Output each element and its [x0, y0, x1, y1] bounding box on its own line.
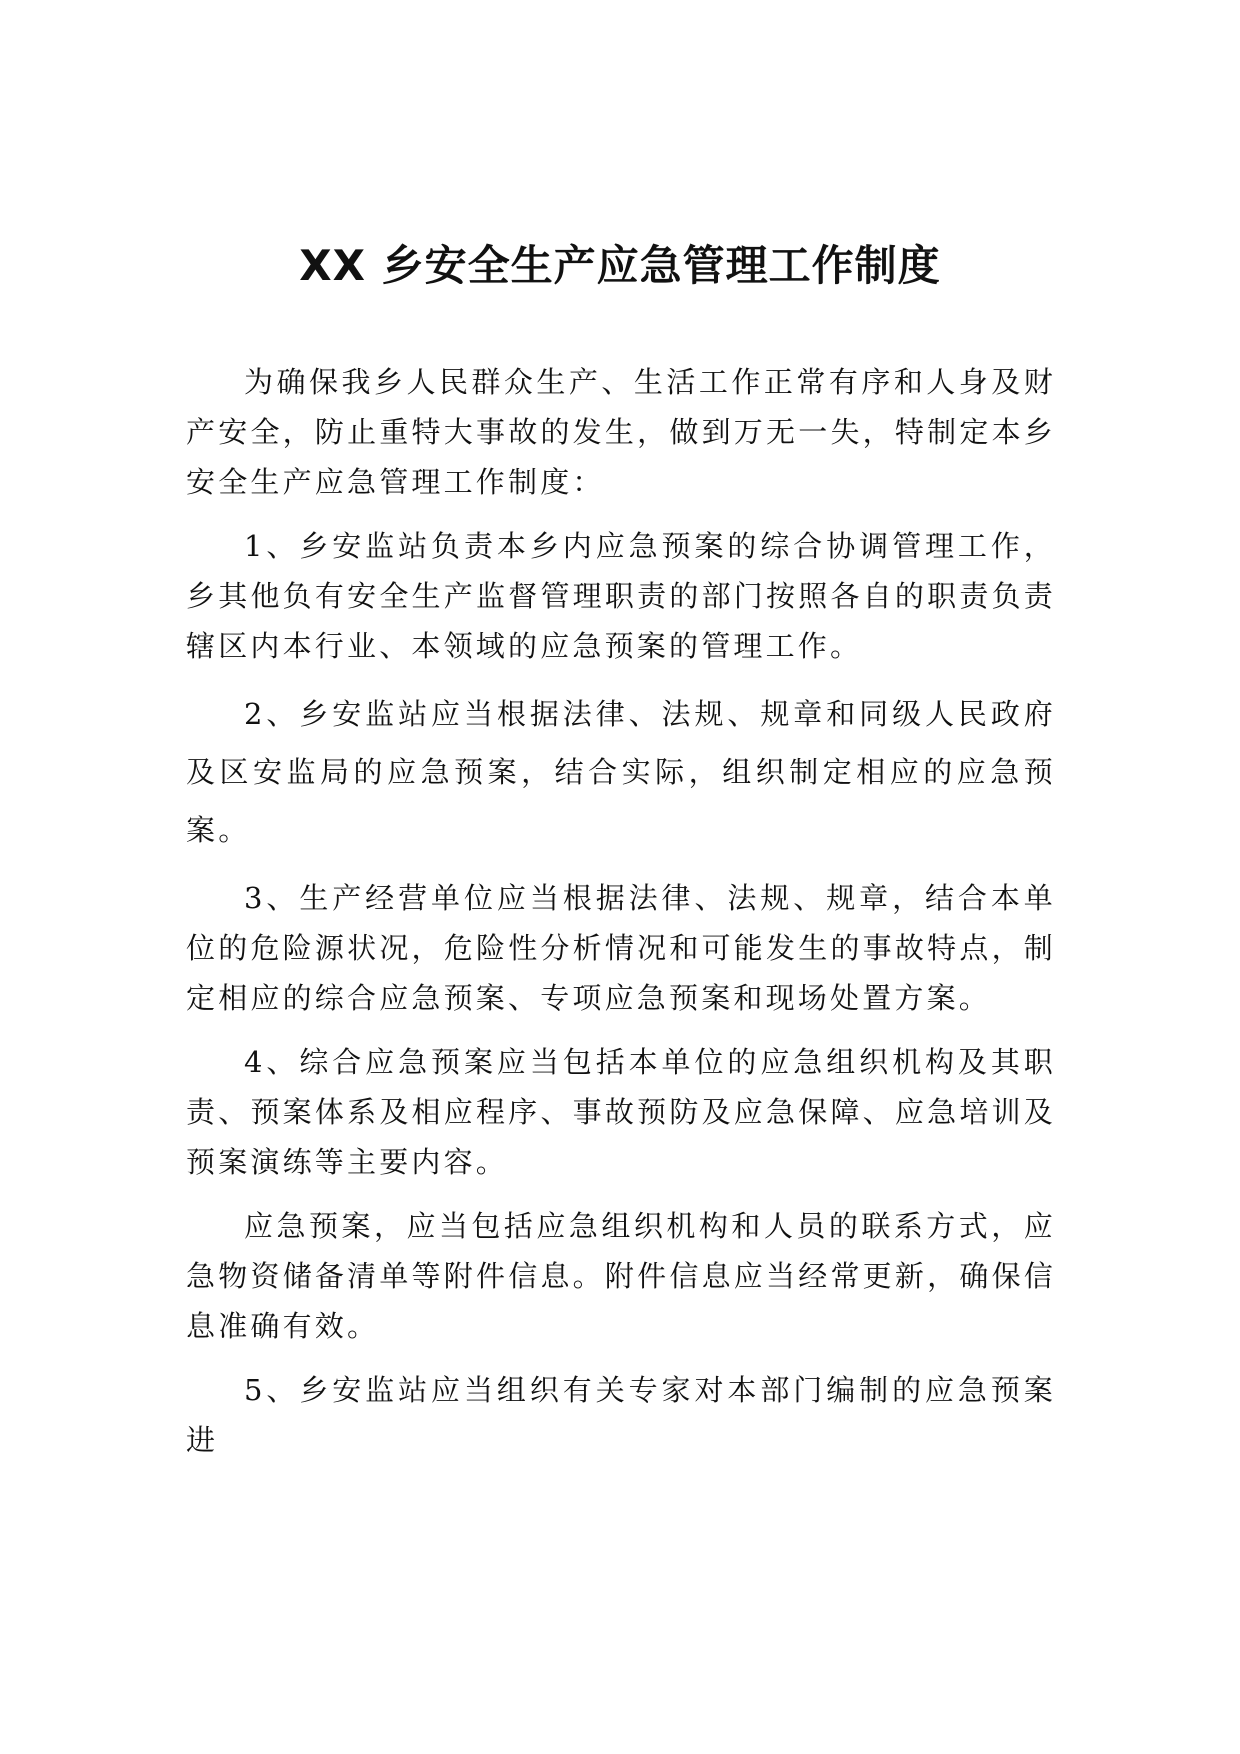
paragraph-item-1: 1、乡安监站负责本乡内应急预案的综合协调管理工作，乡其他负有安全生产监督管理职责的部门按照各自的职责负责辖区内本行业、本领域的应急预案的管理工作。 [186, 529, 1056, 663]
document-body [186, 357, 1056, 1479]
document-title: XX 乡安全生产应急管理工作制度 [299, 241, 941, 290]
paragraph-item-5: 5、乡安监站应当组织有关专家对本部门编制的应急预案进 [186, 1373, 1056, 1457]
paragraph-item-2: 2、乡安监站应当根据法律、法规、规章和同级人民政府及区安监局的应急预案，结合实际，组织制定相应的应急预案。 [186, 697, 1056, 847]
paragraph-item-3: 3、生产经营单位应当根据法律、法规、规章，结合本单位的危险源状况，危险性分析情况和可能发生的事故特点，制定相应的综合应急预案、专项应急预案和现场处置方案。 [186, 881, 1056, 1015]
paragraph-item-4: 4、综合应急预案应当包括本单位的应急组织机构及其职责、预案体系及相应程序、事故预防及应急保障、应急培训及预案演练等主要内容。 [186, 1045, 1056, 1179]
paragraph-intro: 为确保我乡人民群众生产、生活工作正常有序和人身及财产安全，防止重特大事故的发生，做到万无一失，特制定本乡安全生产应急管理工作制度： [186, 365, 1056, 499]
paragraph-contacts: 应急预案，应当包括应急组织机构和人员的联系方式，应急物资储备清单等附件信息。附件信息应当经常更新，确保信息准确有效。 [186, 1209, 1056, 1343]
